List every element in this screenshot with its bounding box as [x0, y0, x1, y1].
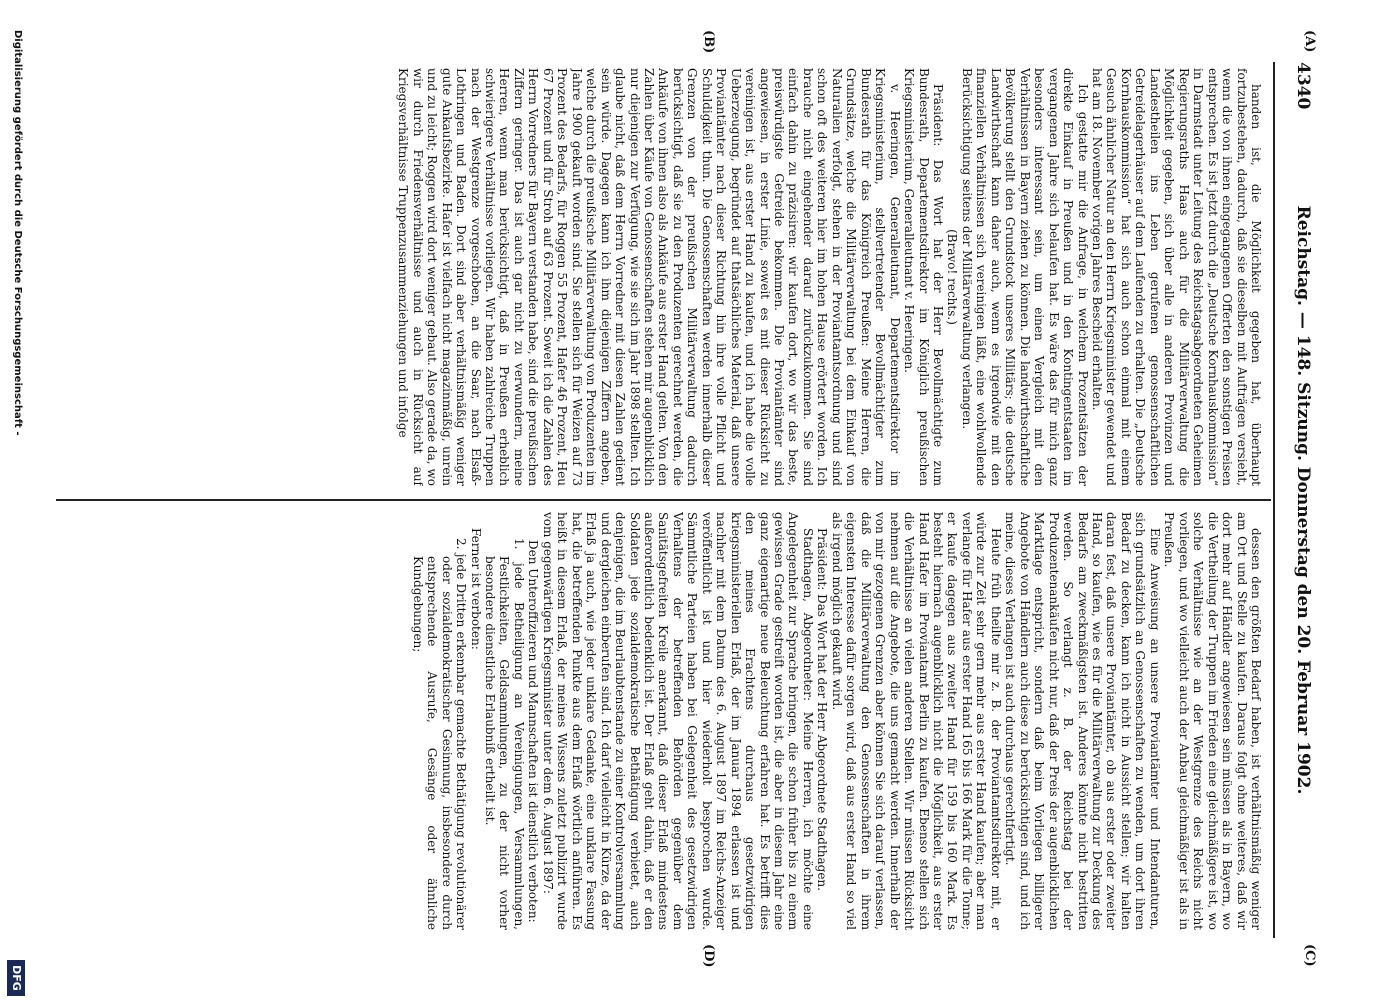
margin-mark-b: (B)	[701, 30, 716, 54]
page-number: 4340	[1293, 62, 1313, 110]
dfg-logo: DFG	[7, 960, 25, 996]
paragraph: v. Heeringen, Generalleutnant, Departementsdirektor im Kriegsministerium, stellvertretender Bevollmächtigter zum Bundesrath für das Königreich Preußen: Meine Herren, die Grundsätze, welche die Militärverwaltung bei dem Einkauf von Naturalien verfolgt, stehen in der Proviantamtsordnung und sind schon oft des weiteren hier im hohen Hause erörtert worden. Ich brauche nicht eingehender darauf zurückzukommen. Sie sind einfach dahin zu präzisiren: wir kaufen dort, wo wir das beste, preiswürdigste Getreide bekommen. Die Proviantämter sind angewiesen, in erster Linie, soweit es mit dieser Rücksicht zu vereinigen ist, aus erster Hand zu kaufen, und ich habe die volle Ueberzeugung, begründet auf thatsächliches Material, daß unsere Proviantämter nach dieser Richtung hin ihre volle Pflicht und Schuldigkeit thun. Die Genossenschaften werden innerhalb dieser Grenzen von der preußischen Militärverwaltung dadurch berücksichtigt, daß sie zu den Produzenten gerechnet werden, die Ankäufe von ihnen also als Ankäufe aus erster Hand gelten. Von den Zahlen über Käufe von Genossenschaften stehen mir augenblicklich nur diejenigen zur Verfügung, wie sie sich im Jahr 1898 stellten. Ich glaube nicht, daß dem Herrn Vorredner mit diesen Zahlen gedient sein würde. Dagegen kann ich ihm diejenigen Ziffern angeben, welche durch die preußische Militärverwaltung von Produzenten im Jahre 1900 gekauft worden sind. Sie stellen sich für Weizen auf 73 Prozent des Bedarfs, für Roggen 55 Prozent, Hafer 46 Prozent, Heu 67 Prozent und für Stroh auf 63 Prozent. Soweit ich die Zahlen des Herrn Vorredners für Bayern verstanden habe, sind die preußischen Ziffern geringer. Das ist auch gar nicht zu verwundern, meine Herren, wenn man berücksichtigt, daß in Preußen erheblich schwierigere Verhältnisse vorliegen. Wir haben zahlreiche Truppen nach der Westgrenze vorgeschoben, an die Saar, nach Elsaß-Lothringen und Baden. Dort sind aber verhältnismäßig weniger gute Ankaufsbezirke. Hafer ist vielfach nicht magazinmäßig, unrein und zu leicht; Roggen wird dort weniger gebaut. Also gerade da, wo wir durch Friedensverhältnisse und auch in Rücksicht auf Kriegsverhältnisse Truppenzusammenziehungen und infolge	[396, 68, 902, 486]
paragraph: handen ist, die Möglichkeit gegeben hat, überhaupt fortzubestehen, dadurch, daß sie dieselben mit Aufträgen versieht, wenn die von ihnen eingegangenen Offerten den sonstigen Preisen entsprechen. Es ist jetzt durch die „Deutsche Kornhauskommission“ in Darmstadt unter Leitung des Reichstagsabgeordneten Geheimen Regierungsraths Haas auch für die Militärverwaltung die Möglichkeit gegeben, sich über alle in anderen Provinzen und Landestheilen ins Leben gerufenen genossenschaftlichen Getreidelagerhäuser auf dem Laufenden zu erhalten. Die „Deutsche Kornhauskommission“ hat sich auch schon einmal mit einem Gesuch ähnlicher Natur an den Herrn Kriegsminister gewendet und hat am 18. November vorigen Jahres Bescheid erhalten.	[1090, 68, 1263, 486]
margin-mark-c: (C)	[1302, 944, 1317, 967]
paragraph: Eine Anweisung an unsere Proviantämter und Intendanturen, sich grundsätzlich an Genossenschaften zu wenden, um dort ihren Bedarf zu decken, kann ich nicht in Aussicht stellen; wir halten daran fest, daß unsere Proviantämter, ob aus erster oder zweiter Hand, so kaufen, wie es für die Militärverwaltung zur Deckung des Bedarfs am zweckmäßigsten ist. Anderes könnte nicht bestritten werden. So verlangt z. B. der Reichstag bei der Produzentenankäufen nicht nur, daß der Preis der augenblicklichen Marktlage entspricht, sondern daß beim Vorliegen billigerer Angebote von Händlern auch diese zu berücksichtigen sind, und ich meine, dieses Verlangen ist auch durchaus gerechtfertigt.	[1003, 512, 1162, 930]
quote-item-1: 1. jede Betheiligung an Vereinigungen, Versammlungen, Festlichkeiten, Geldsammlungen, zu der nicht vorher besondere dienstliche Erlaubniß ertheilt ist.	[482, 538, 526, 930]
quote-item-2: 2. jede Dritten erkennbar gemachte Bethätigung revolutionärer oder sozialdemokratischer Gesinnung, insbesondere durch entsprechende Ausrufe, Gesänge oder ähnliche Kundgebungen;	[410, 538, 469, 930]
margin-mark-a: (A)	[1302, 30, 1317, 53]
page-header	[1287, 62, 1317, 938]
header-title: Reichstag. — 148. Sitzung. Donnerstag den 20. Februar 1902.	[1293, 205, 1313, 795]
header-rule	[1273, 62, 1275, 938]
left-column	[58, 68, 1263, 486]
margin-mark-d: (D)	[701, 944, 716, 968]
paragraph: Präsident: Das Wort hat der Herr Bevollmächtigte zum Bundesrath, Departementsdirektor im Königlich preußischen Kriegsministerium, Generalleutnant v. Heeringen.	[902, 68, 946, 486]
paragraph: dessen den größten Bedarf haben, ist verhältnismäßig weniger am Ort und Stelle zu kaufen. Daraus folgt ohne weiteres, daß wir dort mehr auf Händler angewiesen sein müssen als in Bayern, wo die Vertheilung der Truppen im Frieden eine gleichmäßigere ist, wo solche Verhältnisse wie an der Westgrenze des Reichs nicht vorliegen, und wo vielleicht auch der Anbau gleichmäßiger ist als in Preußen.	[1162, 512, 1263, 930]
applause-note: (Bravo! rechts.)	[945, 229, 960, 325]
paragraph: Stadthagen, Abgeordneter: Meine Herren, ich möchte eine Angelegenheit zur Sprache bringen, die schon früher bis zu einem gewissen Grade gestreift worden ist, die aber in diesem Jahr eine ganz eigenartige neue Beleuchtung erfahren hat. Es betrifft dies den meines Erachtens durchaus gesetzwidrigen kriegsministeriellen Erlaß, der im Januar 1894 erlassen ist und nachher mit dem Datum des 6. August 1897 im Reichs-Anzeiger veröffentlicht ist und hier wiederholt besprochen wurde. Sämmtliche Parteien haben bei Gelegenheit des gesetzwidrigen Verhaltens der betreffenden Behörden gegenüber dem Sanitätsgefreiten Kreile anerkannt, daß dieser Erlaß mindestens außerordentlich bedenklich ist. Der Erlaß geht dahin, daß er den Soldaten jede sozialdemokratische Bethätigung verbietet, auch denjenigen, die im Beurlaubtenstande zu einer Kontrolversammlung und dergleichen einberufen sind. Ich darf vielleicht in Kürze, da der Erlaß ja auch, wie jeder unklare Gedanke, eine unklare Fassung hat, die betreffenden Punkte aus dem Erlaß wörtlich anführen. Es heißt in diesem Erlaß, der meines Wissens zuletzt publizirt wurde vom gegenwärtigen Kriegsminister unter dem 6. August 1897:	[540, 512, 815, 930]
paragraph: Ich gestatte mir die Anfrage, in welchem Prozentsätzen der direkte Einkauf in Preußen und in den Kontingentstaaten im vergangenen Jahre sich belaufen hat. Es wäre das für mich ganz besonders interessant sein, um einen Vergleich mit den Verhältnissen in Bayern ziehen zu können. Die landwirthschaftliche Bevölkerung stellt den Grundstock unseres Militärs; die deutsche Landwirthschaft kann daher auch, wenn es irgendwie mit den finanziellen Verhältnissen sich vereinigen läßt, eine wohlwollende Berücksichtigung seitens der Militärverwaltung verlangen.	[959, 68, 1090, 486]
right-column	[58, 512, 1263, 930]
paragraph: Präsident: Das Wort hat der Herr Abgeordnete Stadthagen.	[815, 528, 830, 891]
quote-intro: Den Unteroffizieren und Mannschaften ist dienstlich verboten:	[526, 540, 541, 923]
column-divider	[56, 499, 1271, 501]
paragraph: Ferner ist verboten:	[468, 528, 483, 650]
paragraph: Heute früh theilte mir z. B. der Proviantamtsdirektor mit, er würde zur Zeit sehr gern mehr aus erster Hand kaufen; aber man verlange für Hafer aus erster Hand 165 bis 166 Mark für die Tonne; er kaufe dagegen aus zweiter Hand für 159 bis 160 Mark. Es besteht hiernach augenblicklich nicht die Möglichkeit, aus erster Hand Hafer im Proviantamt Berlin zu kaufen. Ebenso stellen sich die Verhältnisse an vielen anderen Stellen. Wir müssen Rücksicht nehmen auf die Angebote, die uns gemacht werden. Innerhalb der von mir gezogenen Grenzen aber können Sie sich darauf verlassen, daß die Militärverwaltung den Genossenschaften in ihrem eigensten Interesse dafür sorgen wird, daß aus erster Hand so viel als irgend möglich gekauft wird.	[829, 512, 1003, 930]
digitization-note: Digitalisierung gefördert durch die Deutsche Forschungsgemeinschaft -	[12, 30, 23, 436]
